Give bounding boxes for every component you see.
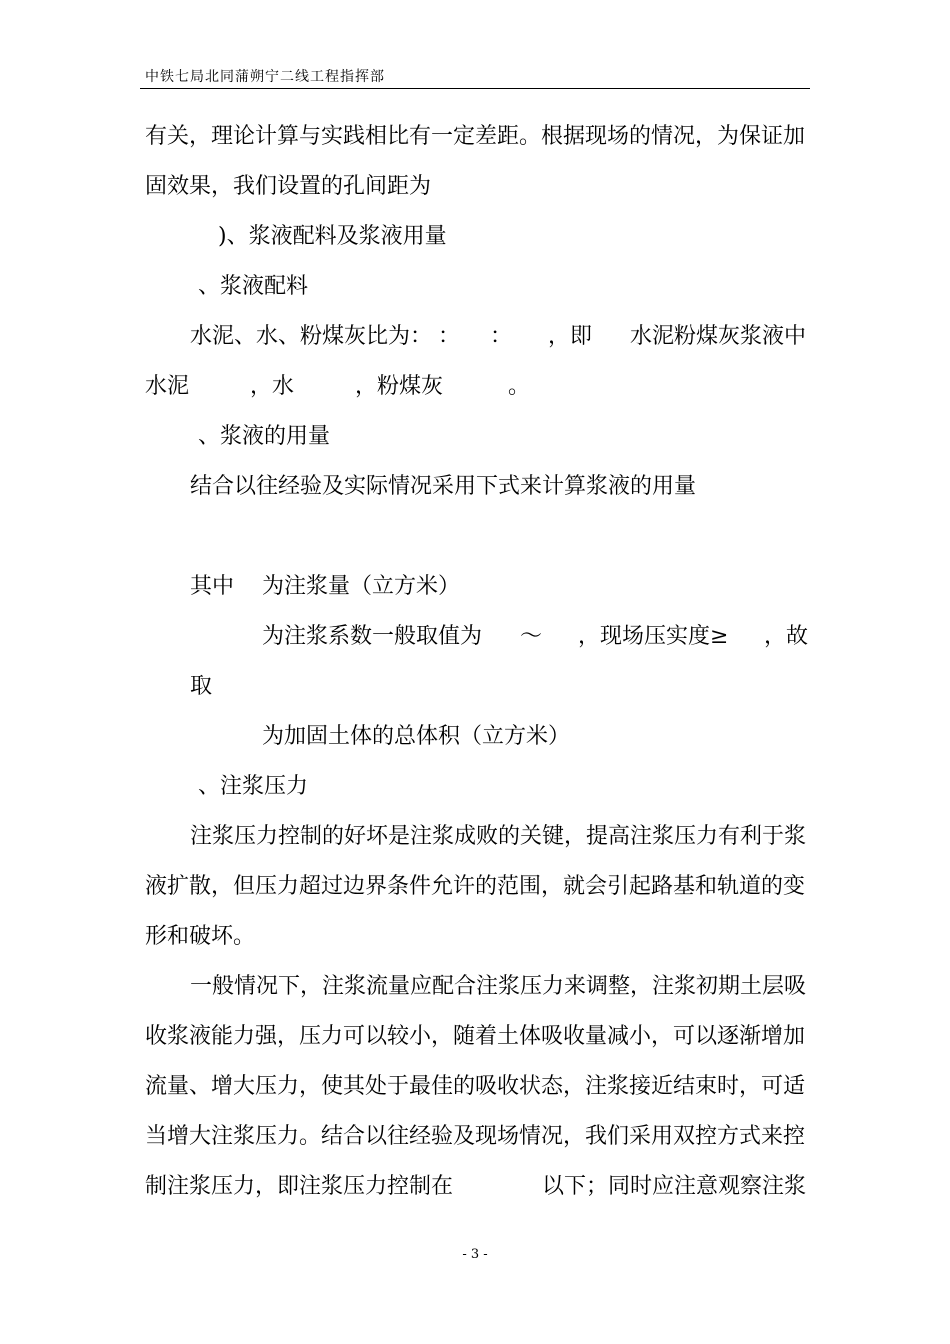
- paragraph-fragment: ，现场压实度≥: [578, 624, 729, 649]
- paragraph-line: 其中 为注浆量（立方米）: [190, 574, 460, 599]
- subsection-heading: 、浆液配料: [198, 274, 309, 299]
- paragraph-line: 流量、增大压力，使其处于最佳的吸收状态，注浆接近结束时，可适: [145, 1074, 806, 1099]
- paragraph-line: 有关，理论计算与实践相比有一定差距。根据现场的情况，为保证加: [145, 124, 806, 149]
- paragraph-fragment: 水泥、水、粉煤灰比为：: [190, 324, 433, 349]
- paragraph-fragment: 水泥粉煤灰浆液中: [630, 324, 807, 349]
- subsection-heading: 、注浆压力: [198, 774, 309, 799]
- paragraph-line: 当增大注浆压力。结合以往经验及现场情况，我们采用双控方式来控: [145, 1124, 806, 1149]
- paragraph-fragment: ～: [520, 624, 543, 649]
- paragraph-line: 液扩散，但压力超过边界条件允许的范围，就会引起路基和轨道的变: [145, 874, 806, 899]
- header-rule: [140, 88, 810, 89]
- paragraph-fragment: ，粉煤灰: [355, 374, 444, 399]
- paragraph-line: 一般情况下，注浆流量应配合注浆压力来调整，注浆初期土层吸: [190, 974, 807, 999]
- paragraph-line: 固效果，我们设置的孔间距为: [145, 174, 432, 199]
- paragraph-fragment: 。: [508, 374, 531, 399]
- paragraph-fragment: ，水: [250, 374, 295, 399]
- paragraph-line: 收浆液能力强，压力可以较小，随着土体吸收量减小，可以逐渐增加: [145, 1024, 806, 1049]
- paragraph-fragment: 制注浆压力，即注浆压力控制在: [145, 1174, 454, 1199]
- subsection-heading: 、浆液的用量: [198, 424, 331, 449]
- paragraph-fragment: ，故: [764, 624, 809, 649]
- paragraph-fragment: 以下；同时应注意观察注浆: [542, 1174, 807, 1199]
- paragraph-line: 注浆压力控制的好坏是注浆成败的关键，提高注浆压力有利于浆: [190, 824, 807, 849]
- paragraph-line: 形和破坏。: [145, 924, 256, 949]
- page-header: 中铁七局北同蒲朔宁二线工程指挥部: [145, 69, 385, 85]
- paragraph-line: 取: [190, 674, 213, 699]
- paragraph-fragment: ：: [438, 324, 461, 349]
- paragraph-fragment: 水泥: [145, 374, 190, 399]
- paragraph-fragment: ：: [490, 324, 513, 349]
- paragraph-fragment: ，即: [548, 324, 593, 349]
- paragraph-line: 为加固土体的总体积（立方米）: [262, 724, 571, 749]
- paragraph-line: 结合以往经验及实际情况采用下式来计算浆液的用量: [190, 474, 697, 499]
- section-heading: )、浆液配料及浆液用量: [218, 224, 447, 249]
- page-number: - 3 -: [462, 1247, 488, 1262]
- paragraph-fragment: 为注浆系数一般取值为: [262, 624, 483, 649]
